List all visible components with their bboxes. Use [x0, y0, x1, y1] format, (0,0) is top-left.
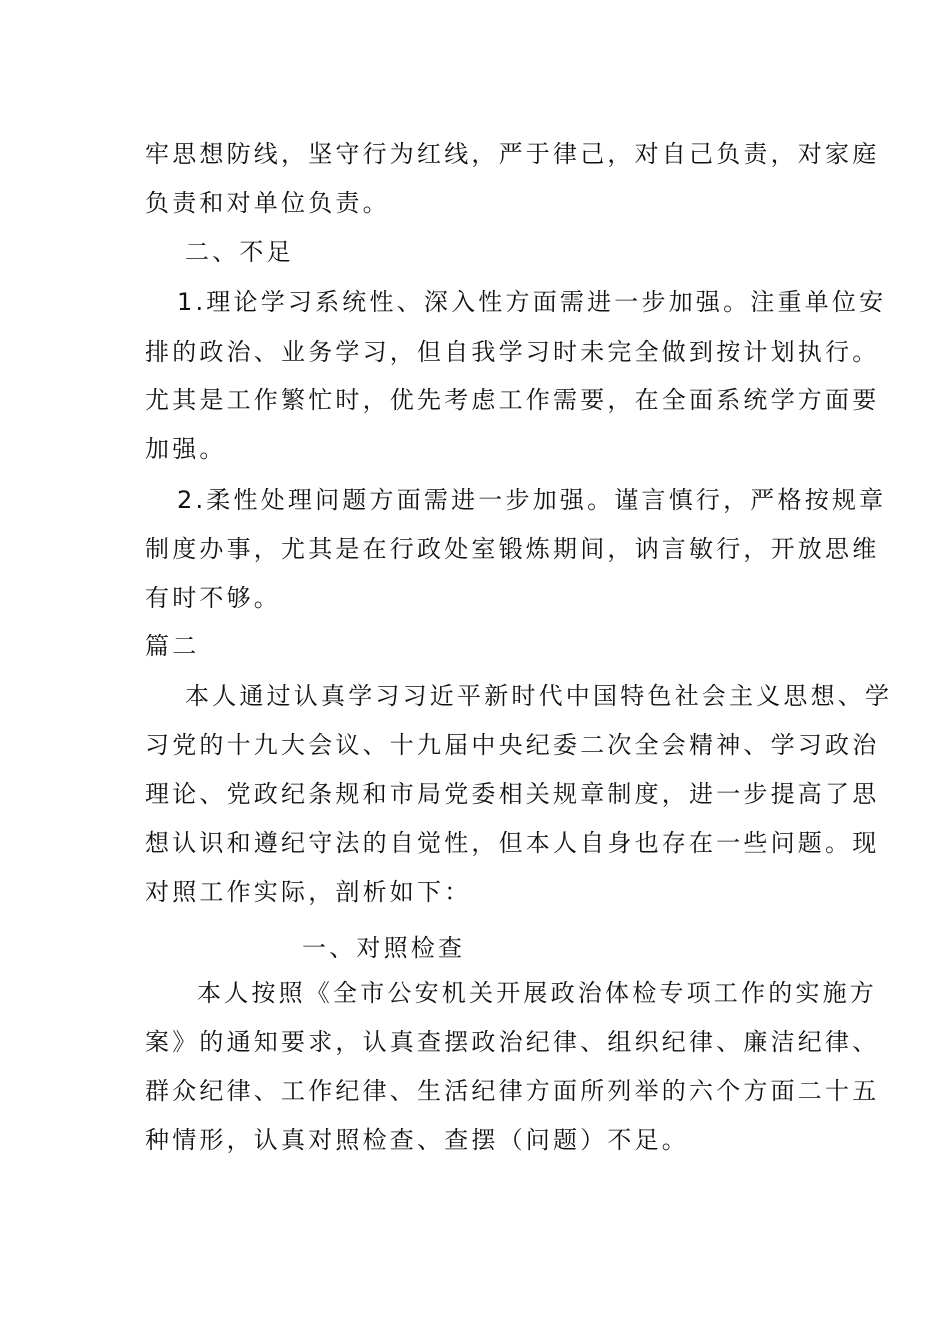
- text-line: 想认识和遵纪守法的自觉性，但本人自身也存在一些问题。现: [145, 829, 880, 857]
- section-heading-comparison-check: 一、对照检查: [302, 934, 466, 962]
- text-line: 尤其是工作繁忙时，优先考虑工作需要，在全面系统学方面要: [145, 386, 880, 414]
- text-line: 种情形，认真对照检查、查摆（问题）不足。: [145, 1126, 689, 1154]
- text-line: 制度办事，尤其是在行政处室锻炼期间，讷言敏行，开放思维: [145, 535, 880, 563]
- text-line: 本人按照《全市公安机关开展政治体检专项工作的实施方: [197, 979, 877, 1007]
- section-heading-part-two: 篇二: [145, 632, 200, 660]
- text-line: 对照工作实际，剖析如下：: [145, 878, 472, 906]
- text-line: 群众纪律、工作纪律、生活纪律方面所列举的六个方面二十五: [145, 1077, 880, 1105]
- text-line: 负责和对单位负责。: [145, 189, 390, 217]
- text-line: 本人通过认真学习习近平新时代中国特色社会主义思想、学: [185, 682, 893, 710]
- text-line: 习党的十九大会议、十九届中央纪委二次全会精神、学习政治: [145, 731, 880, 759]
- text-line: 排的政治、业务学习，但自我学习时未完全做到按计划执行。: [145, 338, 880, 366]
- text-line: 1.理论学习系统性、深入性方面需进一步加强。注重单位安: [177, 288, 887, 316]
- text-line: 有时不够。: [145, 584, 281, 612]
- text-line: 理论、党政纪条规和市局党委相关规章制度，进一步提高了思: [145, 780, 880, 808]
- text-line: 案》的通知要求，认真查摆政治纪律、组织纪律、廉洁纪律、: [145, 1028, 880, 1056]
- text-line: 加强。: [145, 435, 227, 463]
- section-heading-shortcomings: 二、不足: [185, 238, 294, 266]
- text-line: 2.柔性处理问题方面需进一步加强。谨言慎行，严格按规章: [177, 486, 887, 514]
- text-line: 牢思想防线，坚守行为红线，严于律己，对自己负责，对家庭: [145, 140, 880, 168]
